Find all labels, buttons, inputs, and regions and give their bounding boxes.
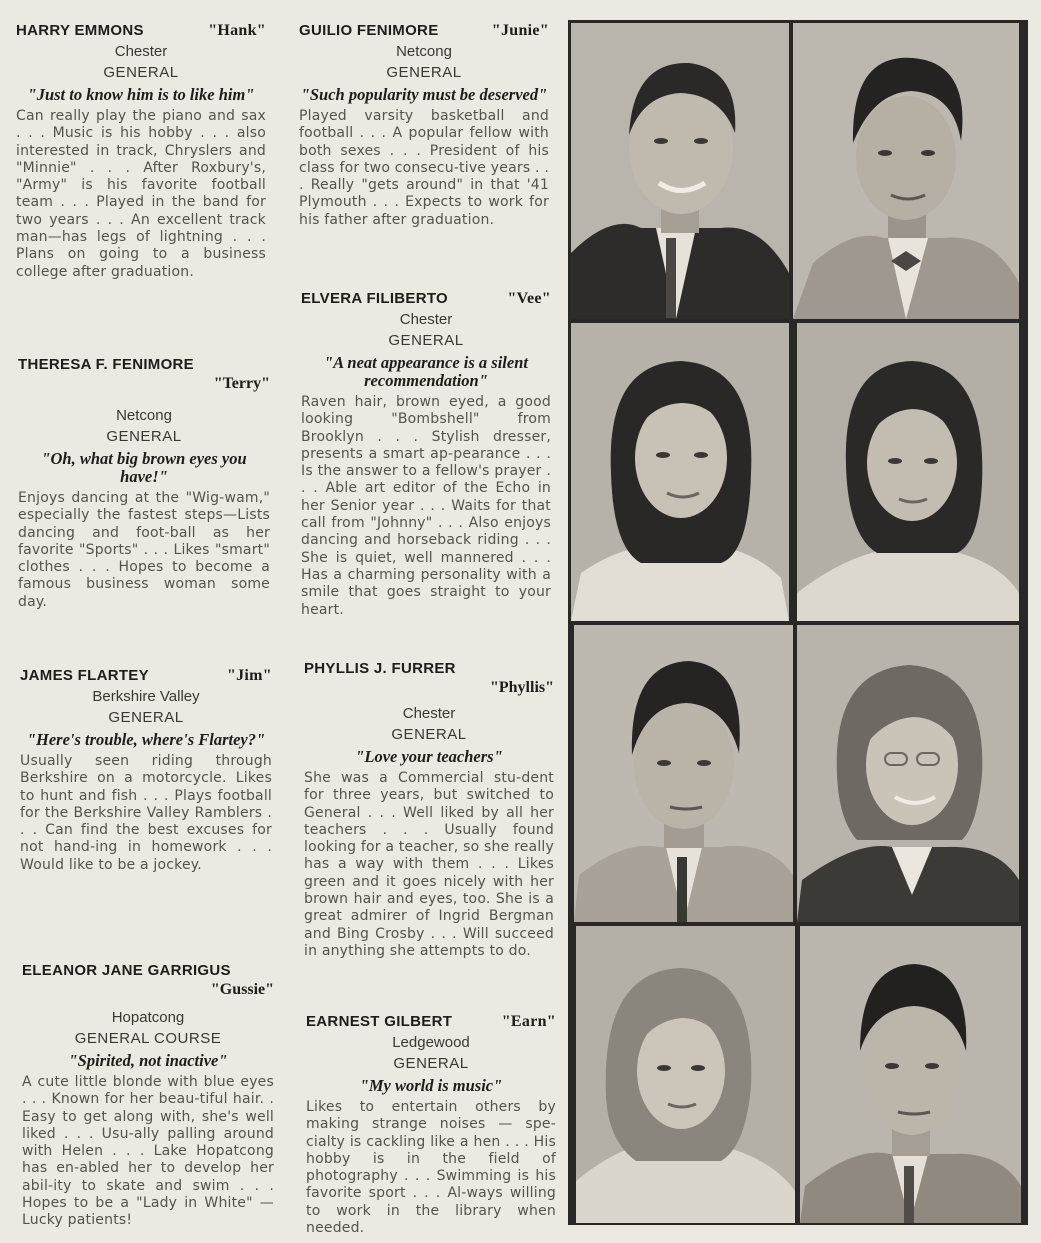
student-quote: "Such popularity must be deserved" (300, 85, 548, 104)
student-entry (18, 356, 270, 611)
portrait-photo (576, 926, 795, 1223)
portrait-phyllis-furrer (574, 625, 793, 922)
student-course: GENERAL (106, 428, 182, 445)
student-course: GENERAL (386, 64, 462, 81)
student-description: A cute little blonde with blue eyes . . . Known for her beau-tiful hair. . Easy to get along with, she's well liked . . . Usu-ally palling around with Helen . . . Lake Hopatcong has en-abled her to develop her abil-ity to skate and swim . . . Hopes to be a "Lady in White" —Lucky patients! (22, 1074, 274, 1229)
student-course: GENERAL COURSE (74, 1030, 222, 1047)
student-quote: "Spirited, not inactive" (68, 1051, 228, 1070)
student-quote: "Here's trouble, where's Flartey?" (26, 730, 266, 749)
student-description: Likes to entertain others by making strange noises — spe-cialty is cackling like a hen . . . His hobby is in the field of photography . . . Swimming is his favorite sport . . . Al-ways willing to work in the library when needed. (306, 1099, 556, 1237)
student-nickname: "Terry" (213, 375, 270, 392)
student-entry (306, 1013, 556, 1237)
student-name: ELVERA FILIBERTO (301, 290, 449, 307)
student-town: Hopatcong (111, 1009, 185, 1026)
student-description: Can really play the piano and sax . . . Music is his hobby . . . also interested in track, Chryslers and "Minnie" . . . After Roxbury's, "Army" is his favorite football team . . . Played in the band for two years . . . An excellent track man—has legs of lightning . . . Plans on going to a business college after graduation. (16, 108, 266, 280)
student-description: Played varsity basketball and football . . . A popular fellow with both sexes . . . President of his class for two consecu-tive years . . . Really "gets around" in that '41 Plymouth . . . Expects to work for his father after graduation. (299, 108, 549, 228)
student-nickname: "Earn" (501, 1013, 556, 1030)
student-nickname: "Junie" (491, 22, 549, 39)
portrait-photo (797, 625, 1019, 922)
portrait-elvera-filiberto (571, 323, 789, 621)
portrait-james-flartey (797, 625, 1019, 922)
student-quote: "Love your teachers" (355, 747, 503, 766)
student-nickname: "Phyllis" (490, 679, 554, 696)
student-entry (301, 290, 551, 619)
student-entry (16, 22, 266, 281)
student-nickname: "Gussie" (210, 981, 274, 998)
student-town: Netcong (116, 407, 172, 424)
student-town: Ledgewood (392, 1034, 470, 1051)
student-description: She was a Commercial stu-dent for three years, but switched to General . . . Well liked by all her teachers . . . Usually found looking for a teacher, so she really has a way with them . . . Likes green and it goes nicely with her brown hair and eyes, too. She is a great admirer of Ingrid Bergman and Bing Crosby . . . Will succeed in anything she attempts to do. (304, 770, 554, 959)
portrait-photo (571, 23, 789, 319)
student-description: Usually seen riding through Berkshire on a motorcycle. Likes to hunt and fish . . . Plays football for the Berkshire Valley Ramblers . . . Can find the best excuses for not hand-ing in homework . . . Would like to be a jockey. (20, 753, 272, 873)
student-description: Enjoys dancing at the "Wig-wam," especially the fastest steps—Lists dancing and foot-ball as her favorite "Sports" . . . Likes "smart" clothes . . . Hopes to become a famous business woman some day. (18, 490, 270, 610)
student-entry (304, 660, 554, 960)
portrait-photo (793, 23, 1019, 319)
portrait-eleanor-garrigus (576, 926, 795, 1223)
portrait-photo (571, 323, 789, 621)
student-entry (20, 667, 272, 874)
student-description: Raven hair, brown eyed, a good looking "Bombshell" from Brooklyn . . . Stylish dresser, presents a smart ap-pearance . . . Is the answer to a fellow's prayer . . . Able art editor of the Echo in her Senior year . . . Waits for that call from "Johnny" . . . Also enjoys dancing and horseback riding . . . She is quiet, well mannered . . . Has a charming personality with a smile that goes straight to your heart. (301, 394, 551, 618)
portrait-photo (574, 625, 793, 922)
student-name: JAMES FLARTEY (20, 667, 149, 684)
student-nickname: "Jim" (226, 667, 272, 684)
portrait-harry-emmons (571, 23, 789, 319)
student-name: THERESA F. FENIMORE (18, 356, 194, 373)
student-town: Chester (114, 43, 168, 60)
student-name: EARNEST GILBERT (306, 1013, 453, 1030)
student-course: GENERAL (103, 64, 179, 81)
student-course: GENERAL (388, 332, 464, 349)
portrait-photo (800, 926, 1021, 1223)
student-nickname: "Hank" (208, 22, 266, 39)
portrait-photo (797, 323, 1019, 621)
portrait-guilio-fenimore (793, 23, 1019, 319)
student-name: PHYLLIS J. FURRER (304, 660, 456, 677)
student-quote: "Just to know him is to like him" (27, 85, 255, 104)
student-name: GUILIO FENIMORE (299, 22, 439, 39)
portrait-earnest-gilbert (800, 926, 1021, 1223)
student-course: GENERAL (391, 726, 467, 743)
student-entry (299, 22, 549, 229)
student-name: ELEANOR JANE GARRIGUS (22, 962, 231, 979)
student-town: Netcong (396, 43, 452, 60)
student-town: Chester (402, 705, 456, 722)
student-town: Berkshire Valley (92, 688, 200, 705)
portrait-theresa-fenimore (797, 323, 1019, 621)
student-quote: "A neat appearance is a silent recommendation" (324, 353, 528, 390)
student-town: Chester (399, 311, 453, 328)
student-quote: "My world is music" (359, 1076, 503, 1095)
student-entry (22, 962, 274, 1230)
student-name: HARRY EMMONS (16, 22, 144, 39)
photo-grid (568, 20, 1028, 1225)
student-nickname: "Vee" (507, 290, 551, 307)
student-quote: "Oh, what big brown eyes you have!" (41, 449, 247, 486)
student-course: GENERAL (108, 709, 184, 726)
student-course: GENERAL (393, 1055, 469, 1072)
